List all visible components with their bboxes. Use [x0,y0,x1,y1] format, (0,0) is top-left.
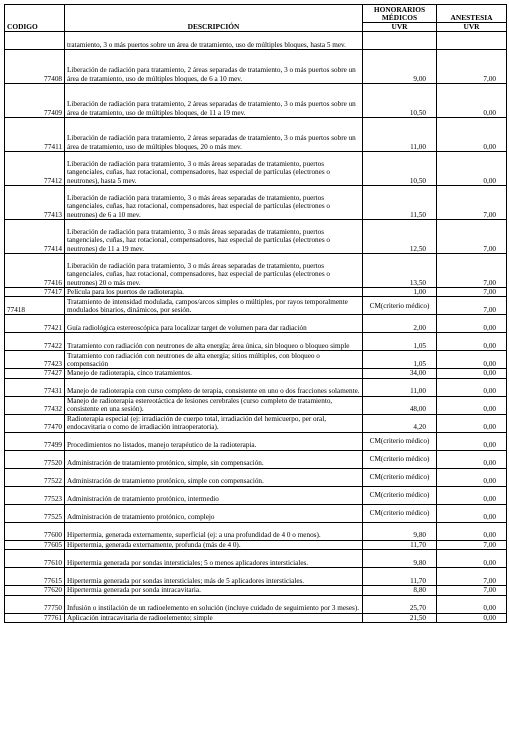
row-honorarios: 4,20 [363,414,437,432]
row-description: Liberación de radiación para tratamiento, 3 o más áreas separadas de tratamiento, puertos tangenciales, cuñas, haz rotacional, compensadores, haz especial de partículas (electrones o neutrones) 20 o más mev. [65,254,363,288]
row-anestesia: 7,00 [437,297,507,315]
table-row [5,595,507,613]
table-row [5,84,507,118]
row-code: 77416 [5,254,65,288]
row-description: Manejo de radioterapia, cinco tratamientos. [65,369,363,378]
table-row [5,504,507,522]
row-honorarios: 11,00 [363,378,437,396]
row-anestesia: 0,00 [437,550,507,568]
row-description: Liberación de radiación para tratamiento, 3 o más áreas separadas de tratamiento, puertos tangenciales, cuñas, haz rotacional, compensadores, haz especial de partículas (electrones o neutrones), hasta 5 mev. [65,152,363,186]
row-code [5,32,65,50]
row-honorarios: 11,70 [363,540,437,549]
row-honorarios: CM(criterio médico) [363,297,437,315]
row-code: 77520 [5,450,65,468]
row-anestesia: 7,00 [437,254,507,288]
row-description: Liberación de radiación para tratamiento, 2 áreas separadas de tratamiento, 3 o más puertos sobre un área de tratamiento, uso de múltiples bloques, de 6 a 10 mev. [65,50,363,84]
row-anestesia: 0,00 [437,486,507,504]
row-code: 77470 [5,414,65,432]
table-row [5,315,507,333]
header-anestesia [437,5,507,32]
row-code: 77600 [5,522,65,540]
row-honorarios: 11,70 [363,568,437,586]
row-honorarios: 10,50 [363,152,437,186]
row-code: 77750 [5,595,65,613]
header-honorarios-label: HONORARIOS MÉDICOS [373,5,426,22]
row-honorarios: CM(criterio médico) [363,468,437,486]
row-anestesia: 7,00 [437,288,507,297]
header-anestesia-unit: UVR [437,22,506,31]
table-row [5,50,507,84]
header-code: CODIGO [5,5,65,32]
row-anestesia: 0,00 [437,369,507,378]
row-anestesia: 0,00 [437,414,507,432]
table-row [5,540,507,549]
table-row [5,613,507,622]
row-description: Radioterapia especial (ej: irradiación de cuerpo total, irradiación del hemicuerpo, per oral, endocavitaria o como de irradiación intraoperatoria). [65,414,363,432]
row-honorarios: 10,50 [363,84,437,118]
row-description: Liberación de radiación para tratamiento, 3 o más áreas separadas de tratamiento, puertos tangenciales, cuñas, haz rotacional, compensadores, haz especial de partículas (electrones o neutrones) de 11 a 19 mev. [65,220,363,254]
row-anestesia: 0,00 [437,351,507,369]
table-row [5,550,507,568]
header-row [5,5,507,32]
row-code: 77413 [5,186,65,220]
row-code: 77499 [5,432,65,450]
row-honorarios: 11,50 [363,186,437,220]
row-code: 77422 [5,333,65,351]
row-description: tratamiento, 3 o más puertos sobre un área de tratamiento, uso de múltiples bloques, hasta 5 mev. [65,32,363,50]
row-description: Guía radiológica estereoscópica para localizar target de volumen para dar radiación [65,315,363,333]
row-code: 77431 [5,378,65,396]
fee-table-page [4,4,506,623]
table-row [5,333,507,351]
row-description: Tratamiento con radiación con neutrones de alta energía; sitios múltiples, con bloqueo o compensación [65,351,363,369]
row-code: 77418 [5,297,65,315]
row-description: Administración de tratamiento protónico, simple, sin compensación. [65,450,363,468]
table-row [5,378,507,396]
row-honorarios: CM(criterio médico) [363,450,437,468]
row-anestesia: 0,00 [437,315,507,333]
row-description: Película para los puertos de radioterapia. [65,288,363,297]
header-honorarios [363,5,437,32]
table-row [5,288,507,297]
row-code: 77522 [5,468,65,486]
row-anestesia: 0,00 [437,378,507,396]
row-honorarios: 34,00 [363,369,437,378]
row-code: 77414 [5,220,65,254]
table-row [5,586,507,595]
table-row [5,152,507,186]
row-anestesia: 0,00 [437,450,507,468]
row-description: Administración de tratamiento protónico, complejo [65,504,363,522]
row-honorarios [363,32,437,50]
row-honorarios: 1,05 [363,351,437,369]
row-description: Liberación de radiación para tratamiento, 2 áreas separadas de tratamiento, 3 o más puertos sobre un área de tratamiento, uso de múltiples bloques, de 11 a 19 mev. [65,84,363,118]
row-description: Administración de tratamiento protónico, simple con compensación. [65,468,363,486]
row-honorarios: 2,00 [363,315,437,333]
row-anestesia: 7,00 [437,50,507,84]
table-row [5,369,507,378]
row-honorarios: 25,70 [363,595,437,613]
row-code: 77761 [5,613,65,622]
row-anestesia: 7,00 [437,186,507,220]
row-description: Procedimientos no listados, manejo terapéutico de la radioterapia. [65,432,363,450]
row-description: Manejo de radioterapia estereotáctica de lesiones cerebrales (curso completo de tratamiento, consistente en una sesión). [65,396,363,414]
row-description: Infusión o instilación de un radioelemento en solución (incluye cuidado de seguimiento por 3 meses). [65,595,363,613]
row-anestesia: 0,00 [437,468,507,486]
row-anestesia: 0,00 [437,522,507,540]
table-row [5,32,507,50]
row-code: 77411 [5,118,65,152]
table-row [5,220,507,254]
row-code: 77523 [5,486,65,504]
row-anestesia: 0,00 [437,396,507,414]
row-anestesia: 0,00 [437,504,507,522]
table-row [5,414,507,432]
row-description: Hipertermia, generada externamente, profunda (más de 4 0). [65,540,363,549]
row-honorarios: CM(criterio médico) [363,432,437,450]
row-honorarios: 1,05 [363,333,437,351]
row-honorarios: 9,00 [363,50,437,84]
header-anestesia-label: ANESTESIA [450,13,493,22]
row-anestesia: 0,00 [437,333,507,351]
row-anestesia: 0,00 [437,84,507,118]
row-honorarios: 1,00 [363,288,437,297]
row-description: Hipertermia generada por sondas intersticiales; 5 o menos aplicadores intersticiales. [65,550,363,568]
row-anestesia: 0,00 [437,432,507,450]
row-honorarios: 21,50 [363,613,437,622]
row-honorarios: 8,80 [363,586,437,595]
table-body [5,32,507,623]
row-anestesia: 0,00 [437,118,507,152]
table-row [5,396,507,414]
row-honorarios: 11,00 [363,118,437,152]
row-code: 77605 [5,540,65,549]
row-anestesia: 7,00 [437,586,507,595]
row-code: 77408 [5,50,65,84]
table-row [5,118,507,152]
row-anestesia: 0,00 [437,595,507,613]
row-anestesia: 0,00 [437,613,507,622]
header-description: DESCRIPCIÓN [65,5,363,32]
row-code: 77421 [5,315,65,333]
row-code: 77423 [5,351,65,369]
row-description: Hipertermia generada por sondas intersticiales; más de 5 aplicadores intersticiales. [65,568,363,586]
row-description: Administración de tratamiento protónico, intermedio [65,486,363,504]
row-code: 77427 [5,369,65,378]
row-description: Hipertermia, generada externamente, superficial (ej: a una profundidad de 4 0 o menos). [65,522,363,540]
row-code: 77620 [5,586,65,595]
row-anestesia: 0,00 [437,152,507,186]
table-row [5,468,507,486]
row-code: 77417 [5,288,65,297]
table-row [5,432,507,450]
row-description: Tratamiento con radiación con neutrones de alta energía; área única, sin bloqueo o bloqueo simple [65,333,363,351]
table-row [5,254,507,288]
table-row [5,568,507,586]
row-code: 77610 [5,550,65,568]
row-code: 77432 [5,396,65,414]
table-row [5,186,507,220]
row-description: Liberación de radiación para tratamiento, 2 áreas separadas de tratamiento, 3 o más puertos sobre un área de tratamiento, uso de múltiples bloques, 20 o más mev. [65,118,363,152]
table-row [5,486,507,504]
row-description: Tratamiento de intensidad modulada, campos/arcos simples o múltiples, por rayos temporalmente modulados binarios, dinámicos, por sesión. [65,297,363,315]
row-description: Manejo de radioterapia con curso completo de terapia, consistente en uno o dos fracciones solamente. [65,378,363,396]
table-row [5,297,507,315]
row-honorarios: 9,80 [363,522,437,540]
fee-table [4,4,507,623]
row-code: 77525 [5,504,65,522]
row-code: 77412 [5,152,65,186]
row-description: Hipertermia generada por sonda intracavitaria. [65,586,363,595]
row-honorarios: 9,80 [363,550,437,568]
row-honorarios: CM(criterio médico) [363,486,437,504]
row-code: 77409 [5,84,65,118]
row-honorarios: 12,50 [363,220,437,254]
row-anestesia [437,32,507,50]
row-description: Liberación de radiación para tratamiento, 3 o más áreas separadas de tratamiento, puertos tangenciales, cuñas, haz rotacional, compensadores, haz especial de partículas (electrones o neutrones) de 6 a 10 mev. [65,186,363,220]
row-description: Aplicación intracavitaria de radioelemento; simple [65,613,363,622]
row-anestesia: 7,00 [437,220,507,254]
table-row [5,522,507,540]
row-honorarios: 48,00 [363,396,437,414]
table-row [5,450,507,468]
table-row [5,351,507,369]
row-honorarios: CM(criterio médico) [363,504,437,522]
row-code: 77615 [5,568,65,586]
row-anestesia: 7,00 [437,568,507,586]
header-honorarios-unit: UVR [363,22,436,31]
row-honorarios: 13,50 [363,254,437,288]
row-anestesia: 7,00 [437,540,507,549]
